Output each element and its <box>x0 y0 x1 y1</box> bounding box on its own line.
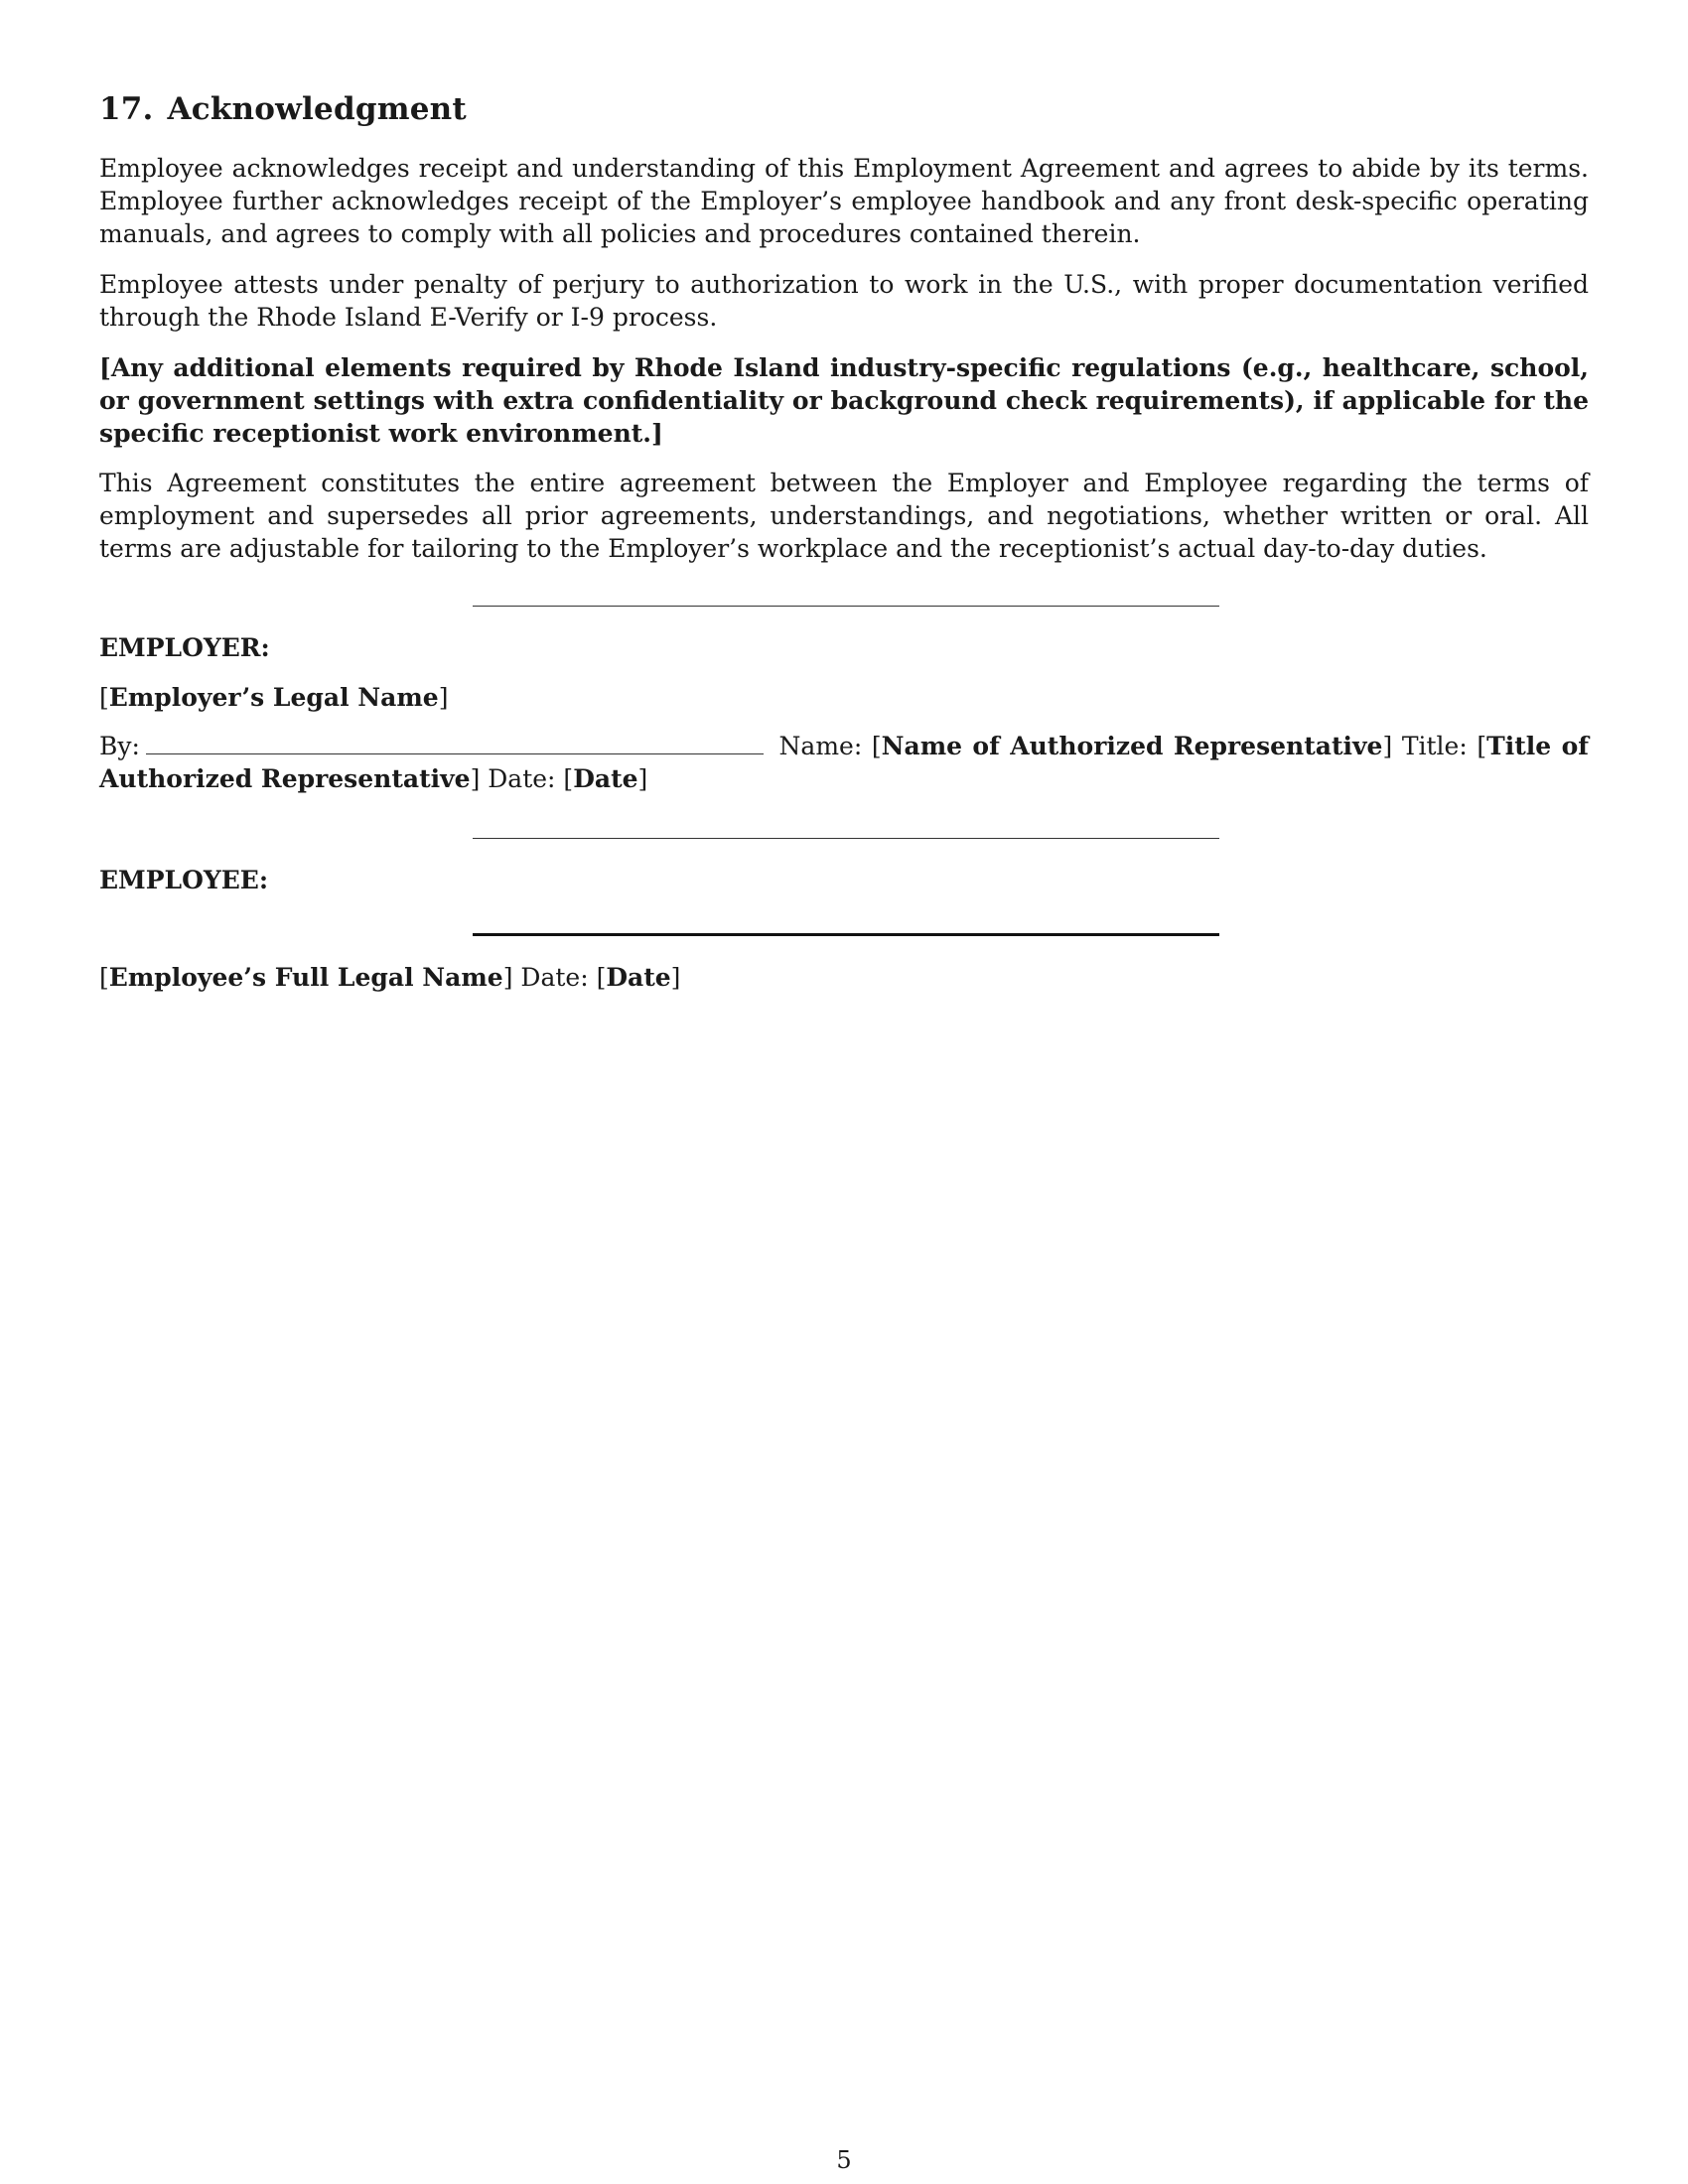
document-page <box>99 0 1589 2184</box>
employer-date-label: Date: <box>488 764 556 793</box>
representative-title: Title of Authorized Representative <box>99 732 1589 793</box>
employer-signature-line[interactable] <box>146 732 764 754</box>
employee-date-value: Date <box>606 963 671 992</box>
employer-legal-name-text: Employer’s Legal Name <box>108 683 439 712</box>
page-number: 5 <box>836 2146 852 2174</box>
section-heading <box>99 91 467 127</box>
section-number: 17. <box>99 91 154 127</box>
additional-elements-paragraph: [Any additional elements required by Rhode Island industry-specific regulations (e.g., healthcare, school, or government settings with extra confidentiality or background check requirements), if applicable for the specific receptionist work environment.] <box>99 353 1589 448</box>
representative-name: Name of Authorized Representative <box>881 732 1383 760</box>
by-label: By: <box>99 732 140 760</box>
entire-agreement-paragraph: This Agreement constitutes the entire agreement between the Employer and Employee regarding the terms of employment and supersedes all prior agreements, understandings, and negotiations, whether written or oral. All terms are adjustable for tailoring to the Employer’s workplace and the receptionist’s actual day-to-day duties. <box>99 469 1589 563</box>
additional-elements-text: Any additional elements required by Rhode Island industry-specific regulations (e.g., healthcare, school, or government settings with extra confidentiality or background check requirements), if applicable for the specific receptionist work environment. <box>99 353 1589 448</box>
employer-label: EMPLOYER: <box>99 633 270 662</box>
title-label: Title: <box>1401 732 1468 760</box>
employee-label: EMPLOYEE: <box>99 866 269 894</box>
employer-signature-block: By: Name: [Name of Authorized Representative] Title: [Title of Authorized Representative] Date: [Date] <box>99 732 1589 793</box>
employee-full-name: Employee’s Full Legal Name <box>108 963 503 992</box>
work-authorization-paragraph: Employee attests under penalty of perjury to authorization to work in the U.S., with proper documentation verified through the Rhode Island E-Verify or I-9 process. <box>99 270 1589 332</box>
section-title: Acknowledgment <box>167 91 467 127</box>
employee-date-label: Date: <box>520 963 589 992</box>
acknowledgment-paragraph: Employee acknowledges receipt and understanding of this Employment Agreement and agrees to abide by its terms. Employee further acknowledges receipt of the Employer’s employee handbook and any front desk-specific operating manuals, and agrees to comply with all policies and procedures contained therein. <box>99 154 1589 248</box>
employer-legal-name: [Employer’s Legal Name] <box>99 683 449 712</box>
name-label: Name: <box>778 732 863 760</box>
employee-name-date-line: [Employee’s Full Legal Name] Date: [Date] <box>99 963 681 992</box>
separator-rule <box>473 606 1219 607</box>
employee-signature-line[interactable] <box>473 933 1219 936</box>
separator-rule <box>473 838 1219 839</box>
employer-date-value: Date <box>573 764 638 793</box>
